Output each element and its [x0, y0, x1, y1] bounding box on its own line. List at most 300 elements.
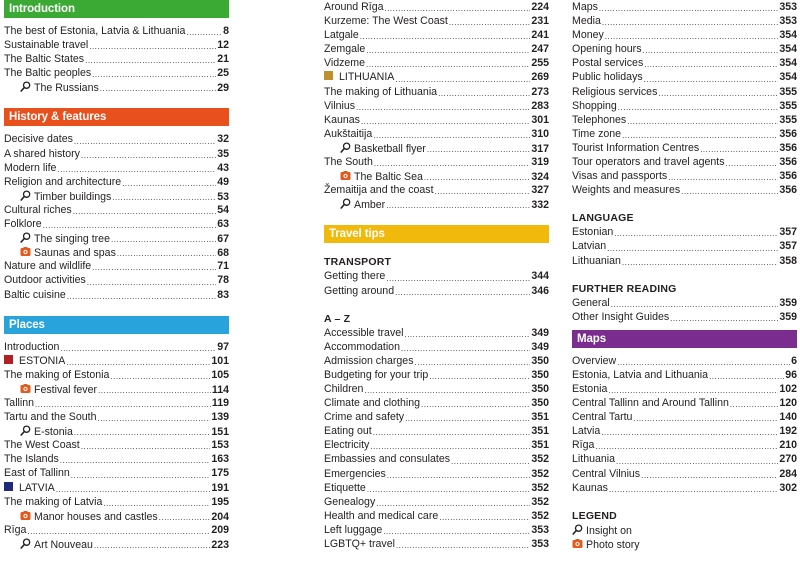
dot-leader	[360, 31, 531, 42]
toc-entry-page: 6	[791, 354, 797, 367]
toc-entry[interactable]	[4, 217, 229, 231]
toc-entry-label: Introduction	[4, 340, 60, 353]
toc-entry-page: 102	[779, 382, 797, 395]
toc-entry[interactable]	[324, 481, 549, 495]
toc-entry-label: Overview	[572, 354, 617, 367]
toc-entry[interactable]	[324, 438, 549, 452]
toc-column-2	[324, 0, 549, 551]
toc-entry-label: Religion and architecture	[4, 175, 122, 188]
toc-entry-page: 8	[223, 25, 229, 37]
toc-entry[interactable]	[324, 340, 549, 354]
toc-entry[interactable]	[4, 66, 229, 80]
toc-entry-label: Opening hours	[572, 43, 642, 56]
toc-entry-page: 346	[531, 284, 549, 297]
toc-entry[interactable]	[572, 85, 797, 99]
toc-entry-page: 350	[531, 382, 549, 395]
toc-entry[interactable]	[324, 269, 549, 283]
toc-entry[interactable]	[324, 495, 549, 509]
toc-entry[interactable]	[324, 28, 549, 42]
dot-leader	[427, 144, 530, 155]
dot-leader	[595, 441, 778, 452]
camera-icon	[20, 383, 31, 394]
toc-entry-page: 352	[531, 481, 549, 494]
dot-leader	[622, 257, 778, 268]
toc-entry-page: 231	[531, 15, 549, 28]
toc-entry[interactable]	[324, 467, 549, 481]
toc-entry[interactable]	[572, 396, 797, 410]
dot-leader	[386, 200, 530, 211]
toc-entry[interactable]	[572, 254, 797, 268]
toc-entry-page: 351	[531, 411, 549, 424]
toc-entry[interactable]	[4, 161, 229, 175]
toc-entry[interactable]	[324, 523, 549, 537]
places-continued-entries	[324, 0, 549, 211]
toc-entry[interactable]	[4, 175, 229, 189]
toc-entry[interactable]	[324, 410, 549, 424]
toc-entry[interactable]	[572, 467, 797, 481]
toc-entry-page: 354	[779, 29, 797, 42]
toc-entry-page: 204	[211, 510, 229, 523]
toc-entry-page: 210	[779, 439, 797, 452]
toc-entry[interactable]	[324, 169, 549, 183]
dot-leader	[94, 540, 210, 551]
toc-entry[interactable]	[4, 259, 229, 273]
dot-leader	[100, 83, 216, 94]
toc-entry-page: 351	[531, 439, 549, 452]
toc-entry[interactable]	[4, 147, 229, 161]
dot-leader	[370, 441, 530, 452]
dot-leader	[429, 371, 530, 382]
dot-leader	[438, 88, 530, 99]
dot-leader	[405, 413, 530, 424]
toc-entry-label: Emergencies	[324, 467, 386, 480]
section-header-history: History & features	[4, 108, 229, 126]
toc-entry[interactable]	[572, 0, 797, 14]
dot-leader	[614, 228, 778, 239]
toc-entry[interactable]	[324, 284, 549, 298]
dot-leader	[373, 130, 530, 141]
toc-entry[interactable]	[4, 203, 229, 217]
dot-leader	[87, 277, 216, 288]
dot-leader	[112, 192, 216, 203]
toc-entry[interactable]	[572, 296, 797, 310]
toc-entry[interactable]	[572, 28, 797, 42]
dot-leader	[361, 116, 530, 127]
toc-entry-label: Baltic cuisine	[4, 288, 66, 301]
toc-entry-page: 356	[779, 127, 797, 140]
dot-leader	[415, 357, 531, 368]
toc-entry-page: 53	[217, 190, 229, 203]
toc-entry-label: Folklore	[4, 218, 42, 231]
toc-entry-label: Central Vilnius	[572, 467, 641, 480]
dot-leader	[383, 526, 530, 537]
legend-insight	[572, 523, 797, 537]
toc-entry-page: 83	[217, 288, 229, 301]
toc-entry[interactable]	[572, 368, 797, 382]
toc-entry[interactable]	[324, 113, 549, 127]
toc-entry-page: 120	[779, 397, 797, 410]
toc-entry-label: Electricity	[324, 439, 370, 452]
toc-entry-label: General	[572, 296, 610, 309]
dot-leader	[449, 17, 530, 28]
toc-entry[interactable]	[572, 141, 797, 155]
dot-leader	[73, 206, 216, 217]
toc-entry[interactable]	[572, 155, 797, 169]
toc-entry-label: Postal services	[572, 57, 644, 70]
toc-entry[interactable]	[572, 183, 797, 197]
toc-entry-page: 350	[531, 397, 549, 410]
toc-entry-page: 43	[217, 161, 229, 174]
toc-entry-label: Modern life	[4, 161, 57, 174]
dot-leader	[89, 41, 216, 52]
estonia-square-icon	[4, 355, 13, 364]
toc-entry[interactable]	[572, 225, 797, 239]
toc-entry[interactable]	[324, 424, 549, 438]
dot-leader	[85, 55, 216, 66]
toc-entry-label: Latgale	[324, 29, 359, 42]
toc-entry-label: Cultural riches	[4, 203, 72, 216]
dot-leader	[644, 59, 778, 70]
dot-leader	[57, 164, 216, 175]
dot-leader	[618, 102, 779, 113]
dot-leader	[74, 427, 210, 438]
toc-entry-label: Crime and safety	[324, 411, 405, 424]
subheading-transport: TRANSPORT	[324, 256, 392, 269]
toc-entry-page: 71	[217, 260, 229, 273]
toc-entry[interactable]	[324, 509, 549, 523]
toc-entry-label: Timber buildings	[34, 190, 112, 203]
toc-entry[interactable]	[572, 382, 797, 396]
magnifier-icon	[20, 190, 31, 201]
dot-leader	[356, 102, 530, 113]
toc-entry-page: 358	[779, 254, 797, 267]
toc-entry[interactable]	[4, 466, 229, 480]
toc-entry-label: Estonia, Latvia and Lithuania	[572, 368, 709, 381]
toc-entry-label: Maps	[572, 1, 598, 13]
toc-entry-label: The Baltic Sea	[354, 171, 423, 184]
toc-entry[interactable]	[324, 42, 549, 56]
places-entries	[4, 340, 229, 551]
toc-entry-label: The making of Latvia	[4, 495, 103, 508]
dot-leader	[27, 526, 210, 537]
dot-leader	[641, 470, 778, 481]
toc-entry[interactable]	[4, 438, 229, 452]
toc-entry-label: Tallinn	[4, 396, 35, 409]
toc-entry-label: Kaunas	[572, 481, 608, 494]
toc-entry-page: 269	[531, 71, 549, 84]
dot-leader	[435, 186, 531, 197]
section-header-places: Places	[4, 316, 229, 334]
toc-entry-page: 351	[531, 425, 549, 438]
toc-entry-page: 139	[211, 411, 229, 424]
toc-entry[interactable]	[4, 368, 229, 382]
toc-entry[interactable]	[4, 537, 229, 551]
dot-leader	[122, 178, 216, 189]
toc-entry[interactable]	[4, 189, 229, 203]
toc-entry-label: Estonia	[572, 382, 608, 395]
toc-entry-label: Public holidays	[572, 71, 643, 84]
toc-entry[interactable]	[572, 424, 797, 438]
toc-entry[interactable]	[4, 52, 229, 66]
toc-entry-label: Eating out	[324, 425, 372, 438]
dot-leader	[681, 186, 778, 197]
toc-entry[interactable]	[4, 38, 229, 52]
toc-entry-page: 114	[211, 383, 229, 396]
toc-entry-page: 29	[217, 82, 229, 95]
dot-leader	[117, 248, 216, 259]
toc-entry[interactable]	[324, 197, 549, 211]
toc-entry[interactable]	[4, 452, 229, 466]
toc-entry-page: 163	[211, 453, 229, 466]
toc-entry[interactable]	[572, 42, 797, 56]
toc-entry[interactable]	[4, 396, 229, 410]
magnifier-icon	[20, 425, 31, 436]
toc-entry-page: 354	[779, 57, 797, 70]
toc-entry[interactable]	[572, 452, 797, 466]
magnifier-icon	[340, 198, 351, 209]
toc-entry[interactable]	[324, 452, 549, 466]
toc-entry[interactable]	[4, 509, 229, 523]
dot-leader	[74, 136, 216, 147]
toc-entry-page: 352	[531, 453, 549, 466]
toc-entry-label: Media	[572, 15, 601, 28]
toc-entry-label: Outdoor activities	[4, 274, 86, 287]
toc-entry-label: Etiquette	[324, 481, 366, 494]
toc-entry-page: 101	[211, 354, 229, 367]
dot-leader	[43, 220, 217, 231]
toc-entry[interactable]	[4, 523, 229, 537]
toc-entry-label: Latvia	[572, 425, 601, 438]
toc-entry-label: Nature and wildlife	[4, 260, 92, 273]
maps-entries	[572, 354, 797, 495]
dot-leader	[644, 74, 779, 85]
dot-leader	[395, 287, 530, 298]
toc-entry-label: Žemaitija and the coast	[324, 184, 434, 197]
toc-entry-label: The making of Lithuania	[324, 85, 438, 98]
toc-entry[interactable]	[4, 481, 229, 495]
toc-entry-page: 54	[217, 203, 229, 216]
camera-icon	[20, 510, 31, 521]
dot-leader	[56, 484, 211, 495]
dot-leader	[373, 427, 531, 438]
magnifier-icon	[20, 232, 31, 243]
camera-icon	[20, 246, 31, 257]
toc-entry-page: 349	[531, 326, 549, 339]
toc-entry[interactable]	[4, 245, 229, 259]
toc-entry[interactable]	[324, 70, 549, 84]
toc-entry-label: Tartu and the South	[4, 411, 97, 424]
toc-entry-page: 224	[531, 1, 549, 13]
toc-entry[interactable]	[572, 438, 797, 452]
toc-entry-page: 153	[211, 439, 229, 452]
toc-entry[interactable]	[324, 396, 549, 410]
toc-entry-page: 67	[217, 233, 229, 246]
toc-entry[interactable]	[4, 495, 229, 509]
toc-entry[interactable]	[572, 99, 797, 113]
toc-entry[interactable]	[324, 14, 549, 28]
magnifier-icon	[20, 81, 31, 92]
dot-leader	[730, 399, 778, 410]
dot-leader	[159, 512, 211, 523]
toc-entry-label: Zemgale	[324, 43, 366, 56]
toc-entry-label: Accessible travel	[324, 326, 404, 339]
dot-leader	[643, 45, 779, 56]
toc-entry-label: Lithuania	[572, 453, 616, 466]
toc-entry-page: 350	[531, 368, 549, 381]
dot-leader	[627, 116, 778, 127]
toc-entry-page: 78	[217, 274, 229, 287]
dot-leader	[607, 243, 778, 254]
toc-entry-page: 352	[531, 509, 549, 522]
dot-leader	[364, 385, 530, 396]
toc-entry[interactable]	[324, 155, 549, 169]
dot-leader	[617, 357, 790, 368]
toc-entry-label: The making of Estonia	[4, 368, 110, 381]
dot-leader	[97, 413, 210, 424]
toc-entry[interactable]	[324, 56, 549, 70]
toc-entry[interactable]	[324, 99, 549, 113]
toc-entry-label: East of Tallinn	[4, 467, 70, 480]
toc-entry[interactable]	[572, 14, 797, 28]
dot-leader	[424, 172, 530, 183]
dot-leader	[98, 385, 211, 396]
subheading-a-z: A – Z	[324, 312, 351, 325]
toc-entry[interactable]	[324, 183, 549, 197]
subheading-further-reading: FURTHER READING	[572, 282, 677, 295]
toc-entry-page: 96	[785, 368, 797, 381]
dot-leader	[60, 343, 216, 354]
toc-entry-page: 332	[531, 199, 549, 212]
toc-entry-page: 349	[531, 340, 549, 353]
lithuania-square-icon	[324, 71, 333, 80]
toc-entry[interactable]	[324, 127, 549, 141]
toc-entry-page: 327	[531, 184, 549, 197]
toc-entry-label: Budgeting for your trip	[324, 368, 429, 381]
toc-entry[interactable]	[324, 141, 549, 155]
dot-leader	[92, 262, 216, 273]
toc-entry-page: 32	[217, 133, 229, 146]
dot-leader	[609, 484, 778, 495]
toc-entry[interactable]	[572, 113, 797, 127]
dot-leader	[366, 59, 530, 70]
toc-entry[interactable]	[572, 239, 797, 253]
toc-entry-label: Manor houses and castles	[34, 510, 158, 523]
toc-entry-page: 247	[531, 43, 549, 56]
toc-entry-label: Kurzeme: The West Coast	[324, 15, 448, 28]
toc-entry-label: Shopping	[572, 99, 617, 112]
toc-entry[interactable]	[572, 310, 797, 324]
toc-entry-page: 353	[531, 538, 549, 550]
dot-leader	[605, 31, 779, 42]
language-entries	[572, 225, 797, 267]
toc-entry[interactable]	[572, 169, 797, 183]
section-header-travel-tips: Travel tips	[324, 225, 549, 243]
toc-entry-page: 356	[779, 184, 797, 197]
toc-entry[interactable]	[4, 288, 229, 302]
toc-entry-label: Getting there	[324, 270, 386, 283]
toc-entry-page: 151	[211, 426, 229, 439]
toc-entry[interactable]	[572, 410, 797, 424]
toc-entry[interactable]	[4, 340, 229, 354]
toc-entry-label: A shared history	[4, 147, 80, 160]
toc-entry[interactable]	[572, 56, 797, 70]
toc-entry[interactable]	[4, 424, 229, 438]
toc-entry[interactable]	[4, 24, 229, 38]
toc-entry[interactable]	[324, 354, 549, 368]
dot-leader	[110, 371, 210, 382]
dot-leader	[404, 329, 530, 340]
toc-entry[interactable]	[324, 0, 549, 14]
toc-entry-page: 354	[779, 43, 797, 56]
toc-entry-label: Sustainable travel	[4, 39, 89, 52]
toc-entry[interactable]	[4, 132, 229, 146]
toc-entry[interactable]	[572, 354, 797, 368]
toc-entry-page: 357	[779, 240, 797, 253]
toc-entry[interactable]	[324, 368, 549, 382]
toc-entry-label: Visas and passports	[572, 170, 668, 183]
toc-entry-page: 356	[779, 170, 797, 183]
toc-entry[interactable]	[4, 231, 229, 245]
toc-entry-page: 344	[531, 270, 549, 283]
a-z-entries	[324, 326, 549, 552]
toc-entry-page: 119	[211, 396, 229, 409]
toc-entry-label: Around Rīga	[324, 1, 384, 13]
dot-leader	[611, 299, 779, 310]
section-header-maps: Maps	[572, 330, 797, 348]
toc-entry[interactable]	[324, 382, 549, 396]
toc-entry-label: The Baltic States	[4, 53, 85, 66]
toc-entry[interactable]	[572, 70, 797, 84]
toc-entry-page: 191	[211, 481, 229, 494]
toc-entry[interactable]	[4, 354, 229, 368]
dot-leader	[700, 144, 778, 155]
toc-entry[interactable]	[572, 127, 797, 141]
toc-entry[interactable]	[324, 537, 549, 551]
toc-entry[interactable]	[4, 382, 229, 396]
toc-entry-page: 356	[779, 141, 797, 154]
toc-entry-page: 273	[531, 85, 549, 98]
toc-entry-page: 175	[211, 467, 229, 480]
dot-leader	[670, 313, 778, 324]
dot-leader	[608, 385, 778, 396]
toc-entry[interactable]	[4, 80, 229, 94]
toc-entry-page: 319	[531, 156, 549, 169]
introduction-entries	[4, 24, 229, 94]
toc-entry[interactable]	[4, 273, 229, 287]
toc-entry[interactable]	[4, 410, 229, 424]
toc-entry-label: Central Tartu	[572, 411, 633, 424]
toc-entry-page: 302	[779, 481, 797, 494]
dot-leader	[367, 484, 530, 495]
dot-leader	[374, 158, 530, 169]
toc-entry-page: 223	[211, 538, 229, 551]
toc-entry-label: Rīga	[4, 523, 27, 536]
dot-leader	[186, 27, 222, 38]
dot-leader	[451, 456, 530, 467]
further-reading-entries	[572, 296, 797, 324]
dot-leader	[395, 74, 530, 85]
dot-leader	[66, 357, 210, 368]
toc-entry[interactable]	[572, 481, 797, 495]
toc-entry[interactable]	[324, 85, 549, 99]
toc-entry-page: 353	[779, 15, 797, 28]
toc-entry[interactable]	[324, 326, 549, 340]
toc-entry-label: Rīga	[572, 439, 595, 452]
dot-leader	[616, 456, 778, 467]
toc-entry-label: Children	[324, 382, 364, 395]
toc-entry-page: 284	[779, 467, 797, 480]
toc-entry-label: Money	[572, 29, 604, 42]
